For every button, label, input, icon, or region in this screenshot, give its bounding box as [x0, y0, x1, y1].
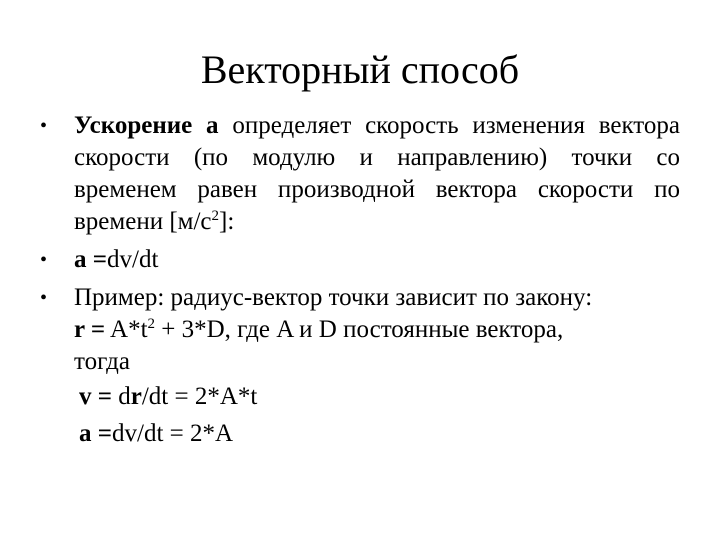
slide-content: [40, 110, 680, 458]
example-a-formula: [74, 415, 680, 452]
v-bold: v =: [79, 383, 112, 410]
acceleration-term: Ускорение a: [74, 112, 219, 139]
bullet-acceleration: [40, 110, 680, 238]
v-d: d: [112, 383, 131, 410]
bullet-example: [40, 282, 680, 452]
bullet-dot: •: [40, 115, 48, 137]
bullet-dot: •: [40, 287, 48, 309]
formula-a-bold: a =: [74, 246, 107, 273]
unit-superscript: 2: [211, 208, 220, 224]
example-v-formula: [74, 378, 680, 415]
acceleration-definition: определяет скорость изменения вектора скорости (по модулю и направлению) точки со временем равен производной вектора скорости по времени [м/с: [74, 112, 680, 235]
example-then: тогда: [74, 348, 130, 375]
unit-tail: ]:: [219, 208, 235, 235]
a-rest: dv/dt = 2*A: [112, 420, 234, 447]
example-intro: Пример: радиус-вектор точки зависит по закону:: [74, 284, 593, 311]
r-superscript: 2: [147, 316, 156, 332]
v-r-bold: r: [130, 383, 142, 410]
v-rest: /dt = 2*A*t: [141, 383, 258, 410]
bullet-dot: •: [40, 249, 48, 271]
bullet-formula: [40, 244, 680, 276]
example-r-formula: [74, 314, 680, 346]
r-rest: + 3*D, где A и D постоянные вектора,: [155, 316, 564, 343]
formula-a-text: dv/dt: [107, 246, 159, 273]
a-bold: a =: [79, 420, 112, 447]
r-bold: r =: [74, 316, 106, 343]
r-eq: A*t: [105, 316, 148, 343]
slide-title: Векторный способ: [200, 47, 520, 92]
